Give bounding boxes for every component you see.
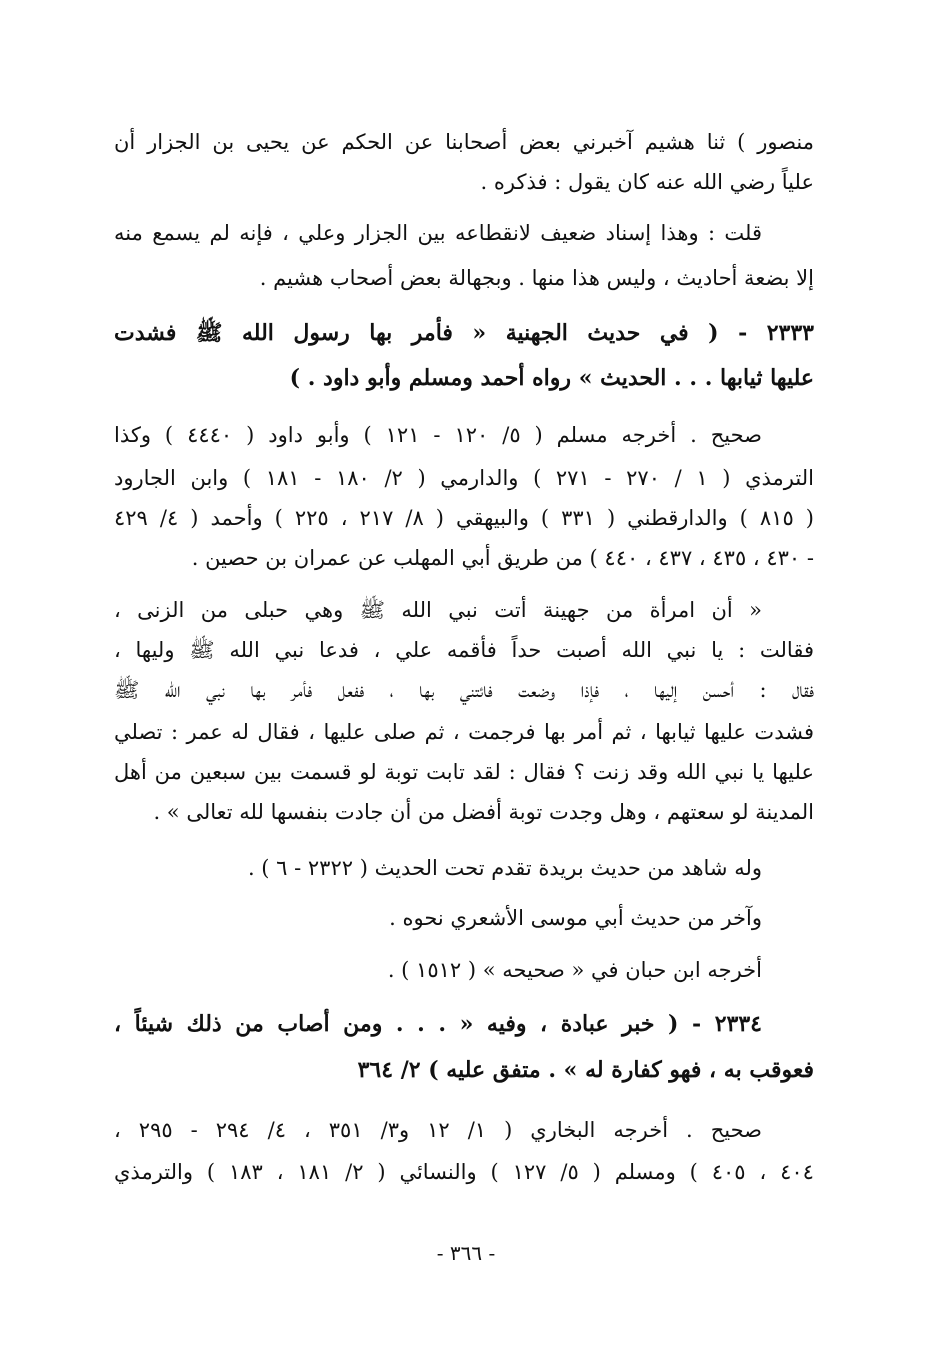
text-line: إلا بضعة أحاديث ، وليس هذا منها . وبجهالة بعض أصحاب هشيم . — [259, 266, 814, 290]
text-line: صحيح . أخرجه مسلم ( ٥/ ١٢٠ - ١٢١ ) وأبو داود ( ٤٤٤٠ ) وكذا — [114, 423, 762, 447]
hadith-heading-line: فعوقب به ، فهو كفارة له » . متفق عليه ) ٢/ ٣٦٤ — [357, 1057, 814, 1083]
text-line: عليها يا نبي الله وقد زنت ؟ فقال : لقد تابت توبة لو قسمت بين سبعين من أهل — [114, 760, 814, 784]
text-line: ٤٠٤ ، ٤٠٥ ) ومسلم ( ٥/ ١٢٧ ) والنسائي ( ٢/ ١٨١ ، ١٨٣ ) والترمذي — [114, 1160, 814, 1184]
text-line: صحيح . أخرجه البخاري ( ١/ ١٢ و٣/ ٣٥١ ، ٤/ ٢٩٤ - ٢٩٥ ، — [114, 1118, 762, 1142]
text-line: فقال : أحسن إليها ، فإذا وضعت فائتني بها ، ففعل فأمر بها نبي الله ﷺ — [114, 678, 814, 702]
text-line: وله شاهد من حديث بريدة تقدم تحت الحديث ( ٢٣٢٢ - ٦ ) . — [247, 856, 762, 880]
text-line: ( ٨١٥ ) والدارقطني ( ٣٣١ ) والبيهقي ( ٨/ ٢١٧ ، ٢٢٥ ) وأحمد ( ٤/ ٤٢٩ — [114, 506, 814, 530]
text-line: قلت : وهذا إسناد ضعيف لانقطاعه بين الجزار وعلي ، فإنه لم يسمع منه — [114, 221, 762, 245]
hadith-heading-line: ٢٣٣٣ - ( في حديث الجهنية « فأمر بها رسول الله ﷺ فشدت — [114, 320, 814, 346]
hadith-heading-line: عليها ثيابها . . . الحديث » رواه أحمد ومسلم وأبو داود . ) — [289, 365, 814, 391]
text-line: فشدت عليها ثيابها ، ثم أمر بها فرجمت ، ثم صلى عليها ، فقال له عمر : تصلي — [114, 720, 814, 744]
hadith-heading-line: ٢٣٣٤ - ( خبر عبادة ، وفيه « . . . ومن أصاب من ذلك شيئاً ، — [114, 1011, 762, 1037]
text-line: علياً رضي الله عنه كان يقول : فذكره . — [480, 170, 814, 194]
text-line: أخرجه ابن حبان في « صحيحه » ( ١٥١٢ ) . — [387, 958, 762, 982]
text-line: منصور ) ثنا هشيم آخبرني بعض أصحابنا عن الحكم عن يحيى بن الجزار أن — [114, 130, 814, 154]
text-line: - ٤٣٠ ، ٤٣٥ ، ٤٣٧ ، ٤٤٠ ) من طريق أبي المهلب عن عمران بن حصين . — [191, 546, 814, 570]
text-line: « أن امرأة من جهينة أتت نبي الله ﷺ وهي حبلى من الزنى ، — [114, 598, 762, 622]
text-line: وآخر من حديث أبي موسى الأشعري نحوه . — [389, 906, 762, 930]
text-line: الترمذي ( ١ / ٢٧٠ - ٢٧١ ) والدارمي ( ٢/ ١٨٠ - ١٨١ ) وابن الجارود — [114, 466, 814, 490]
text-line: فقالت : يا نبي الله أصبت حداً فأقمه علي ، فدعا نبي الله ﷺ وليها ، — [114, 638, 814, 662]
page-number: - ٣٦٦ - — [436, 1241, 496, 1265]
text-line: المدينة لو سعتهم ، وهل وجدت توبة أفضل من أن جادت بنفسها لله تعالى » . — [153, 800, 814, 824]
